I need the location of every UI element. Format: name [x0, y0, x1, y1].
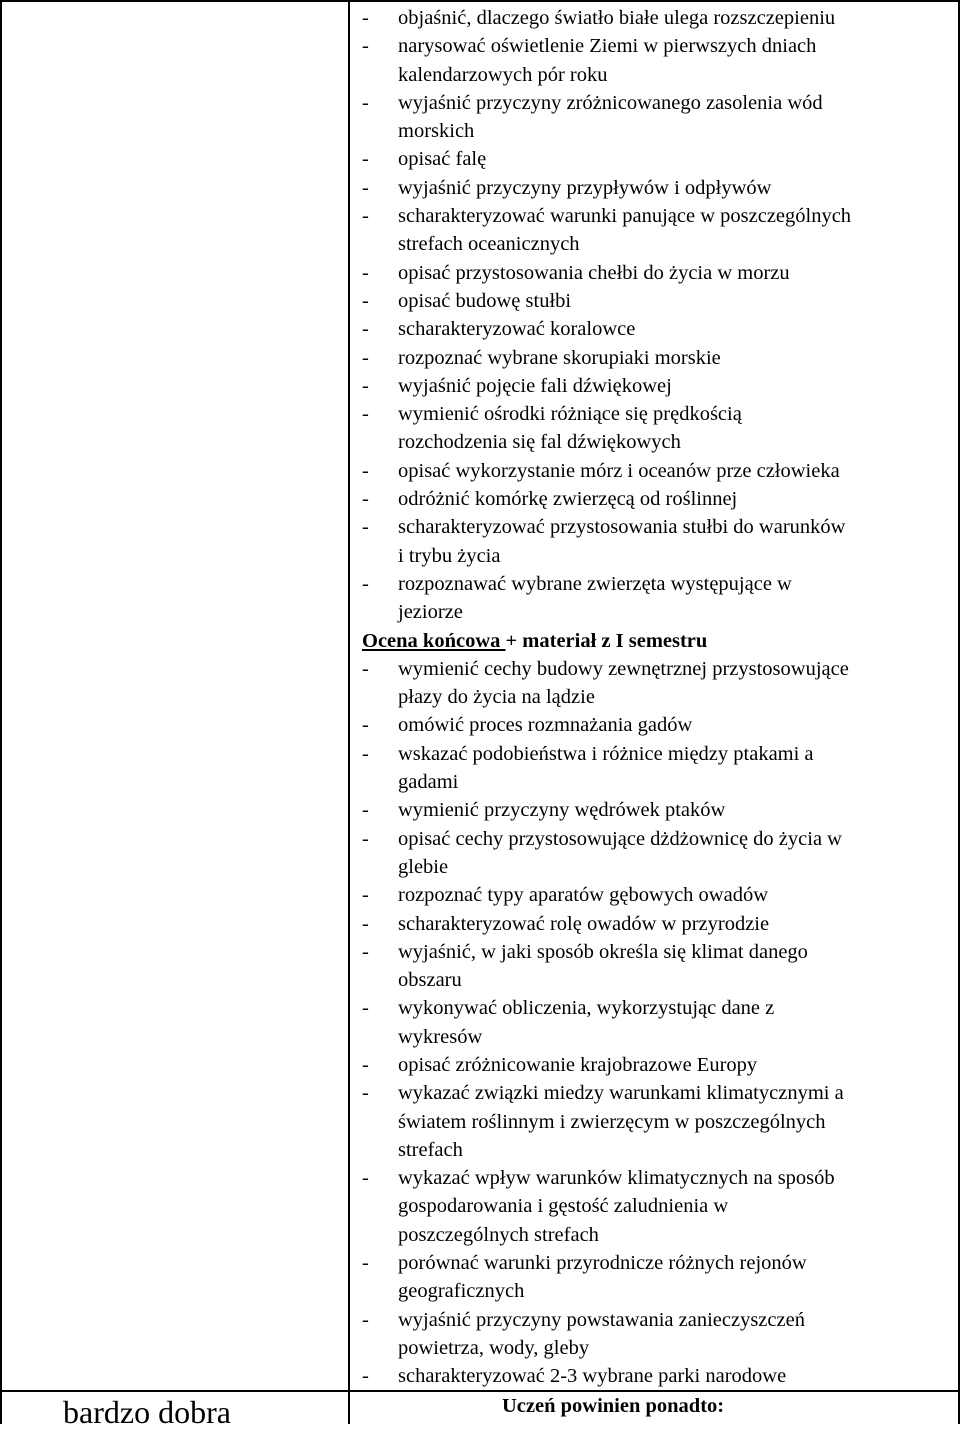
list-item-text: wyjaśnić przyczyny powstawania zanieczyszczeń	[398, 1308, 805, 1331]
bullet-dash: -	[362, 1082, 369, 1105]
list-item	[362, 174, 952, 202]
bullet-dash: -	[362, 572, 369, 595]
list-item-text: wyjaśnić przyczyny przypływów i odpływów	[398, 176, 772, 199]
grade-label: bardzo dobra	[63, 1394, 231, 1430]
bullet-dash: -	[362, 261, 369, 284]
bullet-dash: -	[362, 940, 369, 963]
grade-column	[0, 0, 348, 1424]
list-item-line	[362, 1023, 952, 1051]
bullet-dash: -	[362, 1252, 369, 1275]
list-item	[362, 4, 952, 32]
requirements-list-part-1	[362, 4, 952, 627]
bullet-dash: -	[362, 884, 369, 907]
list-item-line	[362, 428, 952, 456]
list-item-text: wskazać podobieństwa i różnice między ptakami a	[398, 742, 814, 765]
bullet-dash: -	[362, 1365, 369, 1388]
list-item-text: wymienić cechy budowy zewnętrznej przystosowujące	[398, 657, 849, 680]
bullet-dash: -	[362, 403, 369, 426]
bullet-dash: -	[362, 714, 369, 737]
list-item-line	[362, 683, 952, 711]
bullet-dash: -	[362, 827, 369, 850]
requirements-list-part-2	[362, 655, 952, 1391]
list-item-text: gadami	[398, 771, 459, 794]
list-item	[362, 1249, 952, 1306]
bullet-dash: -	[362, 1308, 369, 1331]
list-item-text: wymienić przyczyny wędrówek ptaków	[398, 799, 726, 822]
list-item-line	[362, 372, 952, 400]
list-item-text: wykazać związki miedzy warunkami klimatycznymi a	[398, 1082, 844, 1105]
list-item-text: wykonywać obliczenia, wykorzystując dane z	[398, 997, 775, 1020]
bullet-dash: -	[362, 997, 369, 1020]
list-item	[362, 570, 952, 627]
list-item-text: opisać zróżnicowanie krajobrazowe Europy	[398, 1053, 758, 1076]
list-item-text: narysować oświetlenie Ziemi w pierwszych dniach	[398, 35, 817, 58]
bullet-dash: -	[362, 488, 369, 511]
list-item-line	[362, 202, 952, 230]
list-item	[362, 145, 952, 173]
list-item-text: scharakteryzować 2-3 wybrane parki narodowe	[398, 1365, 787, 1388]
bullet-dash: -	[362, 1167, 369, 1190]
list-item-text: rozchodzenia się fal dźwiękowych	[398, 431, 681, 454]
section-heading	[362, 627, 952, 655]
list-item-line	[362, 740, 952, 768]
list-item-text: obszaru	[398, 969, 462, 992]
bullet-dash: -	[362, 176, 369, 199]
list-item-text: rozpoznać wybrane skorupiaki morskie	[398, 346, 721, 369]
list-item-line	[362, 457, 952, 485]
list-item	[362, 400, 952, 457]
requirements-list	[362, 4, 952, 1391]
list-item-text: rozpoznać typy aparatów gębowych owadów	[398, 884, 769, 907]
list-item-text: opisać cechy przystosowujące dżdżownicę do życia w	[398, 827, 842, 850]
list-item-text: opisać falę	[398, 148, 487, 171]
list-item-line	[362, 32, 952, 60]
list-item	[362, 259, 952, 287]
list-item-line	[362, 145, 952, 173]
list-item-text: wymienić ośrodki różniące się prędkością	[398, 403, 742, 426]
list-item	[362, 994, 952, 1051]
list-item	[362, 1306, 952, 1363]
bullet-dash: -	[362, 912, 369, 935]
list-item	[362, 655, 952, 712]
list-item-line	[362, 711, 952, 739]
list-item-text: wyjaśnić pojęcie fali dźwiękowej	[398, 374, 672, 397]
list-item-text: scharakteryzować warunki panujące w poszczególnych	[398, 205, 852, 228]
list-item	[362, 372, 952, 400]
list-item-text: strefach	[398, 1138, 463, 1161]
list-item	[362, 315, 952, 343]
list-item-line	[362, 910, 952, 938]
list-item-text: morskich	[398, 120, 475, 143]
list-item-text: wykresów	[398, 1025, 483, 1048]
bullet-dash: -	[362, 799, 369, 822]
bullet-dash: -	[362, 318, 369, 341]
bullet-dash: -	[362, 346, 369, 369]
list-item-text: odróżnić komórkę zwierzęcą od roślinnej	[398, 488, 738, 511]
list-item-text: objaśnić, dlaczego światło białe ulega rozszczepieniu	[398, 7, 836, 29]
bullet-dash: -	[362, 742, 369, 765]
list-item-line	[362, 315, 952, 343]
heading-underlined: Ocena końcowa	[362, 629, 506, 652]
list-item-line	[362, 881, 952, 909]
heading-bold: + materiał z I semestru	[505, 629, 708, 652]
list-item-line	[362, 542, 952, 570]
list-item-text: scharakteryzować przystosowania stułbi do warunków	[398, 516, 846, 539]
list-item-line	[362, 598, 952, 626]
list-item-line	[362, 570, 952, 598]
list-item-line	[362, 259, 952, 287]
list-item-text: wyjaśnić przyczyny zróżnicowanego zasolenia wód	[398, 91, 823, 114]
list-item-text: glebie	[398, 855, 449, 878]
bullet-dash: -	[362, 657, 369, 680]
list-item-line	[362, 287, 952, 315]
list-item-line	[362, 485, 952, 513]
list-item	[362, 825, 952, 882]
list-item-line	[362, 1079, 952, 1107]
list-item-text: porównać warunki przyrodnicze różnych rejonów	[398, 1252, 807, 1275]
list-item-text: kalendarzowych pór roku	[398, 63, 608, 86]
list-item	[362, 1079, 952, 1164]
list-item-line	[362, 1051, 952, 1079]
footer-title: Uczeń powinien ponadto:	[502, 1395, 725, 1417]
list-item	[362, 1164, 952, 1249]
bullet-dash: -	[362, 289, 369, 312]
list-item-text: scharakteryzować rolę owadów w przyrodzie	[398, 912, 770, 935]
list-item-line	[362, 1334, 952, 1362]
list-item-text: światem roślinnym i zwierzęcym w poszczególnych	[398, 1110, 826, 1133]
list-item	[362, 287, 952, 315]
list-item	[362, 740, 952, 797]
list-item-text: płazy do życia na lądzie	[398, 686, 595, 709]
list-item-line	[362, 825, 952, 853]
list-item-line	[362, 853, 952, 881]
bullet-dash: -	[362, 91, 369, 114]
list-item-line	[362, 1221, 952, 1249]
list-item	[362, 202, 952, 259]
list-item	[362, 513, 952, 570]
list-item-line	[362, 1277, 952, 1305]
list-item-text: strefach oceanicznych	[398, 233, 580, 256]
list-item-line	[362, 4, 952, 32]
list-item-line	[362, 230, 952, 258]
list-item	[362, 910, 952, 938]
list-item-text: gospodarowania i gęstość zaludnienia w	[398, 1195, 729, 1218]
list-item-line	[362, 768, 952, 796]
list-item-line	[362, 400, 952, 428]
list-item-line	[362, 344, 952, 372]
list-item	[362, 796, 952, 824]
list-item	[362, 344, 952, 372]
list-item-text: wyjaśnić, w jaki sposób określa się klimat danego	[398, 940, 808, 963]
list-item	[362, 89, 952, 146]
bullet-dash: -	[362, 374, 369, 397]
list-item-text: jeziorze	[398, 601, 463, 624]
list-item	[362, 485, 952, 513]
bullet-dash: -	[362, 516, 369, 539]
list-item-line	[362, 117, 952, 145]
list-item	[362, 457, 952, 485]
list-item-text: scharakteryzować koralowce	[398, 318, 636, 341]
list-item-line	[362, 1192, 952, 1220]
list-item	[362, 881, 952, 909]
list-item-line	[362, 1306, 952, 1334]
list-item-line	[362, 796, 952, 824]
list-item-line	[362, 1249, 952, 1277]
list-item	[362, 1362, 952, 1390]
list-item-line	[362, 1362, 952, 1390]
list-item-line	[362, 655, 952, 683]
list-item-line	[362, 966, 952, 994]
list-item	[362, 32, 952, 89]
list-item-line	[362, 61, 952, 89]
list-item-line	[362, 89, 952, 117]
list-item-line	[362, 938, 952, 966]
bullet-dash: -	[362, 459, 369, 482]
bullet-dash: -	[362, 1053, 369, 1076]
list-item-text: geograficznych	[398, 1280, 525, 1303]
bullet-dash: -	[362, 205, 369, 228]
list-item	[362, 1051, 952, 1079]
list-item-text: opisać budowę stułbi	[398, 289, 572, 312]
list-item-line	[362, 174, 952, 202]
list-item	[362, 711, 952, 739]
list-item-line	[362, 1136, 952, 1164]
list-item-text: i trybu życia	[398, 544, 501, 567]
list-item-line	[362, 1108, 952, 1136]
bullet-dash: -	[362, 35, 369, 58]
list-item	[362, 938, 952, 995]
list-item-text: opisać wykorzystanie mórz i oceanów prze człowieka	[398, 459, 840, 482]
list-item-text: powietrza, wody, gleby	[398, 1336, 590, 1359]
list-item-text: poszczególnych strefach	[398, 1223, 599, 1246]
list-item-line	[362, 513, 952, 541]
list-item-text: opisać przystosowania chełbi do życia w morzu	[398, 261, 790, 284]
list-item-text: rozpoznawać wybrane zwierzęta występujące w	[398, 572, 792, 595]
list-item-text: omówić proces rozmnażania gadów	[398, 714, 693, 737]
list-item-line	[362, 994, 952, 1022]
bullet-dash: -	[362, 7, 369, 29]
bullet-dash: -	[362, 148, 369, 171]
list-item-line	[362, 1164, 952, 1192]
list-item-text: wykazać wpływ warunków klimatycznych na sposób	[398, 1167, 835, 1190]
